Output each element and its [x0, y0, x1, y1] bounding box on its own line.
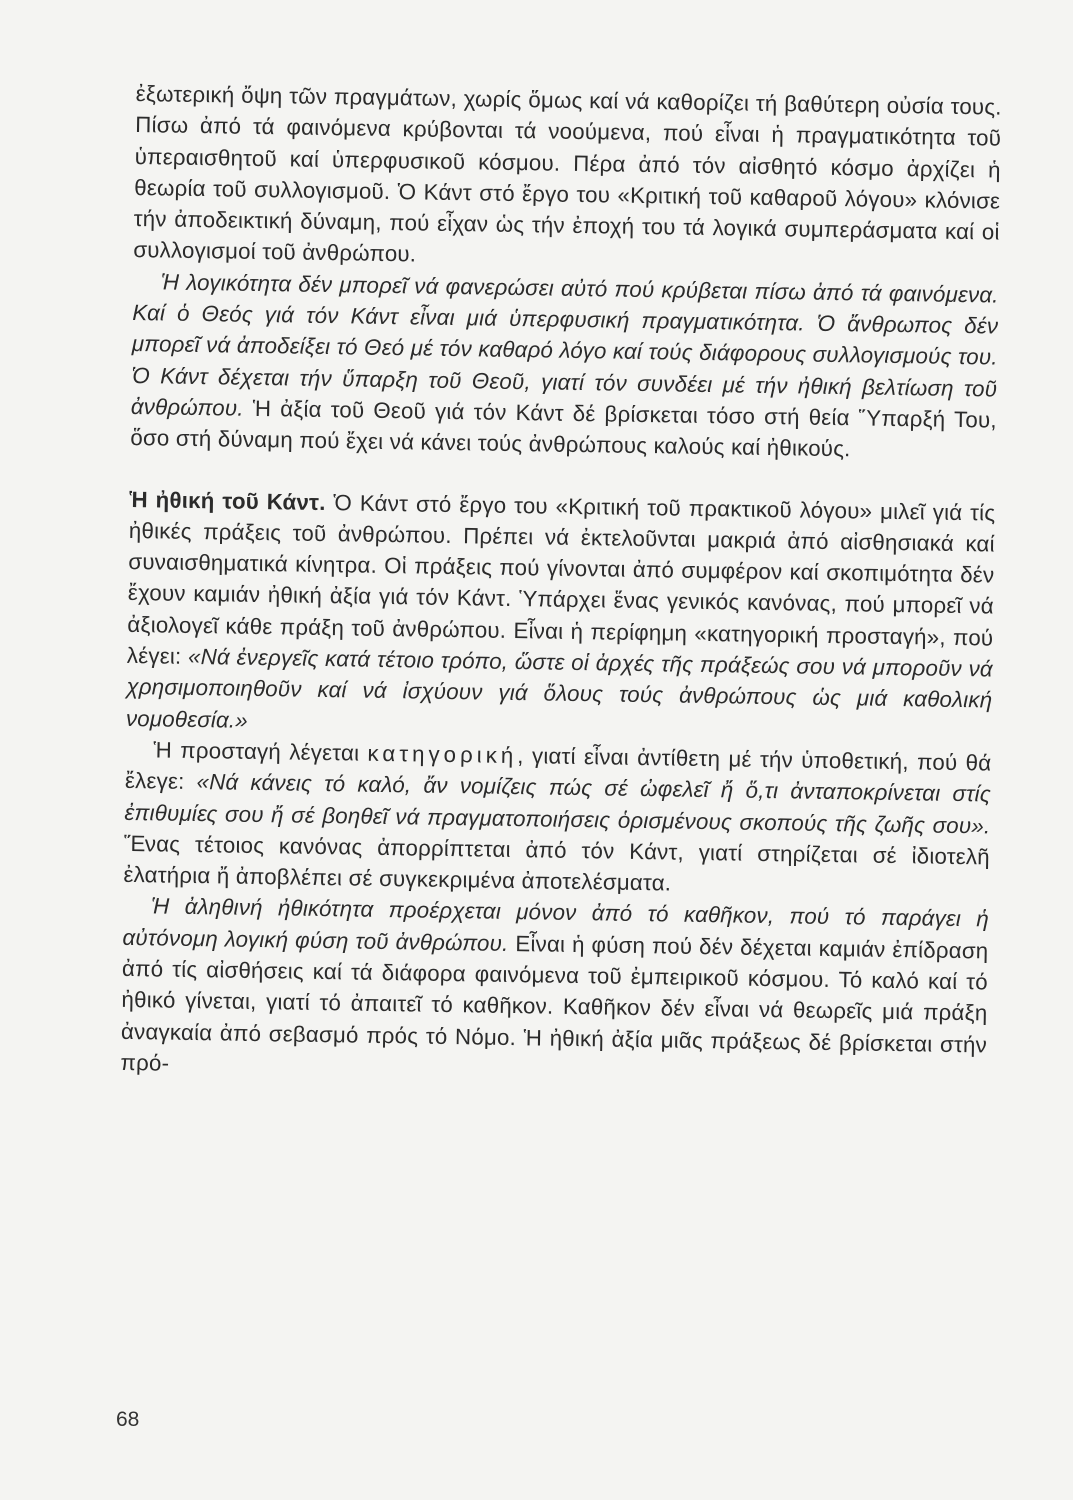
section-heading-kant-ethics: Ἡ ἠθική τοῦ Κάντ. — [129, 486, 326, 515]
page-number: 68 — [116, 1408, 140, 1431]
paragraph-5-italic: Ἡ ἀληθινή ἠθικότητα προέρχεται μόνον ἀπό τό καθῆκον, πού τό παράγει ἡ αὐτόνομη λογική φύση τοῦ ἀνθρώπου. — [122, 893, 990, 956]
page-body — [120, 78, 1002, 1092]
paragraph-5 — [120, 890, 989, 1091]
paragraph-2-italic: Ἡ λογικότητα δέν μπορεῖ νά φανερώσει αὐτό πού κρύβεται πίσω ἀπό τά φαινόμενα. Καί ὁ Θεός γιά τόν Κάντ εἶναι μιά ὑπερφυσική πραγματικότητα. Ὁ ἄνθρωπος δέν μπορεῖ νά ἀποδείξει τό Θεό μέ τόν καθαρό λόγο καί τούς διάφορους συλλογισμούς του. Ὁ Κάντ δέχεται τήν ὕπαρξη τοῦ Θεοῦ, γιατί τόν συνδέει μέ τήν ἠθική βελτίωση τοῦ ἀνθρώπου. — [130, 269, 999, 421]
paragraph-4-end: Ἕνας τέτοιος κανόνας ἀπορρίπτεται ἀπό τόν Κάντ, γιατί στηρίζεται σέ ἰδιοτελῆ ἐλατήρια ἤ ἀποβλέπει σέ συγκεκριμένα ἀποτελέσματα. — [123, 830, 991, 896]
paragraph-4-mid: , γιατί εἶναι ἀντίθετη μέ τήν ὑποθετική, πού θά ἔλεγε: — [124, 743, 992, 795]
paragraph-4-start: Ἡ προσταγή λέγεται — [153, 737, 368, 766]
paragraph-3-text: Ὁ Κάντ στό ἔργο του «Κριτική τοῦ πρακτικοῦ λόγου» μιλεῖ γιά τίς ἠθικές πράξεις τοῦ ἀνθρώπου. Πρέπει νά ἐκτελοῦνται μακριά ἀπό αἰσθησιακά καί συναισθηματικά κίνητρα. Οἱ πράξεις πού γίνονται ἀπό συμφέρον καί σκοπιμότητα δέν ἔχουν καμιάν ἠθική ἀξία γιά τόν Κάντ. Ὑπάρχει ἕνας γενικός κανόνας, πού μπορεῖ νά ἀξιολογεῖ κάθε πράξη τοῦ ἀνθρώπου. Εἶναι ἡ περίφημη «κατηγορική προσταγή», πού λέγει: — [126, 489, 996, 669]
paragraph-3 — [126, 484, 996, 748]
paragraph-5-rest: Εἶναι ἡ φύση πού δέν δέχεται καμιάν ἐπίδραση ἀπό τίς αἰσθήσεις καί τά διάφορα φαινόμενα τοῦ ἐμπειρικοῦ κόσμου. Τό καλό καί τό ἠθικό γίνεται, γιατί τό ἀπαιτεῖ τό καθῆκον. Καθῆκον δέν εἶναι νά θεωρεῖς μιά πράξη ἀναγκαία ἀπό σεβασμό πρός τό Νόμο. Ἡ ἠθική ἀξία μιᾶς πράξεως δέ βρίσκεται στήν πρό- — [120, 930, 989, 1076]
paragraph-4-spaced-term: κατηγορική — [367, 740, 518, 769]
paragraph-2 — [130, 266, 999, 467]
paragraph-2-rest: Ἡ ἀξία τοῦ Θεοῦ γιά τόν Κάντ δέ βρίσκεται τόσο στή θεία Ὕπαρξή Του, ὅσο στή δύναμη πού ἔχει νά κάνει τούς ἀνθρώπους καλούς καί ἠθικούς. — [130, 395, 997, 462]
hypothetical-imperative-quote: «Νά κάνεις τό καλό, ἄν νομίζεις πώς σέ ὠφελεῖ ἤ ὅ,τι ἀνταποκρίνεται στίς ἐπιθυμίες σου ἤ σέ βοηθεῖ νά πραγματοποιήσεις ὁρισμένους σκοπούς τῆς ζωῆς σου». — [124, 769, 992, 839]
paragraph-1: ἐξωτερική ὄψη τῶν πραγμάτων, χωρίς ὅμως καί νά καθορίζει τή βαθύτερη οὐσία τους. Πίσω ἀπό τά φαινόμενα κρύβονται τά νοούμενα, πού εἶναι ἡ πραγματικότητα τοῦ ὑπεραισθητοῦ καί ὑπερφυσικοῦ κόσμου. Πέρα ἀπό τόν αἰσθητό κόσμο ἀρχίζει ἡ θεωρία τοῦ συλλογισμοῦ. Ὁ Κάντ στό ἔργο του «Κριτική τοῦ καθαροῦ λόγου» κλόνισε τήν ἀποδεικτική δύναμη, πού εἶχαν ὡς τήν ἐποχή του τά λογικά συμπεράσματα καί οἱ συλλογισμοί τοῦ ἀνθρώπου. — [133, 80, 1002, 267]
categorical-imperative-quote: «Νά ἐνεργεῖς κατά τέτοιο τρόπο, ὥστε οἱ ἀρχές τῆς πράξεώς σου νά μποροῦν νά χρησιμοποιηθοῦν καί νά ἰσχύουν γιά ὅλους τούς ἀνθρώπους ὡς μιά καθολική νομοθεσία.» — [125, 643, 994, 733]
paragraph-4 — [123, 734, 991, 904]
